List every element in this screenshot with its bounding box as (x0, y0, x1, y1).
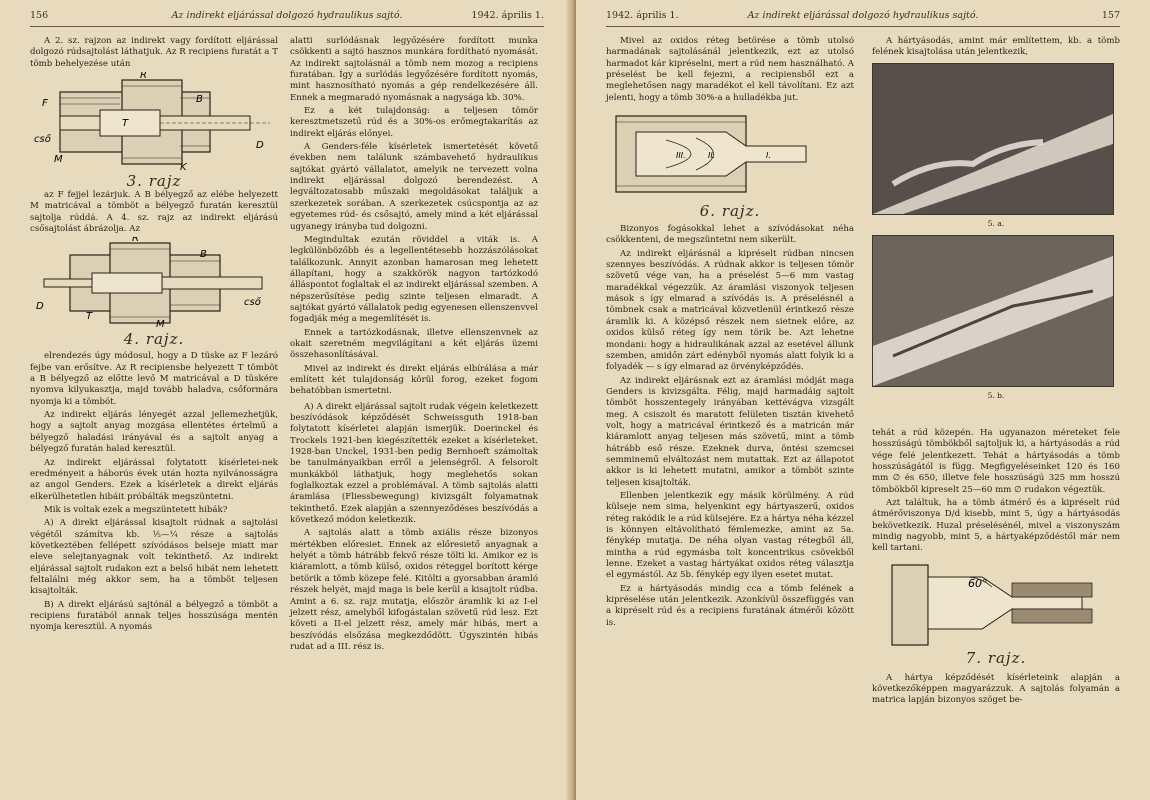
paragraph: Bizonyos fogásokkal lehet a szívódásokat néha csökkenteni, de megszüntetni nem sikerült. (606, 224, 854, 246)
right-date: 1942. április 1. (606, 10, 679, 21)
photo-5b (872, 235, 1114, 387)
right-column-2-lower (872, 428, 1120, 709)
paragraph: Mivel az indirekt és direkt eljárás elbírálása a már említett két tulajdonság körül forog, ezeket fogom behatóbban ismertetni. (290, 363, 538, 397)
figure-7-caption: 7. rajz. (965, 649, 1027, 668)
paragraph: A sajtolás alatt a tömb axiális része bizonyos mértékben előresiet. Ennek az előresiető anyagnak a helyét a tömb hátrább fekvő része tölti ki. Amikor ez is kiáramlott, a tömb külső, oxidos réteggel borított kérge betörik a tömb közepe felé. Kitölti a gyorsabban áramló részek helyét, majd maga is bele kerül a kisajtolt rúdba. Amint a 6. sz. rajz mutatja, először áramlik ki az I-el jelzett rész, amelyből kifogástalan szövetű rúd lesz. Ezt követi a II-el jelzett rész, amely már hibás, mert a beszívódás elsőzása megkezdődött. Úgyszintén hibás rudat ad a III. rész is. (290, 528, 538, 652)
paragraph: B) A direkt eljárású sajtónál a bélyegző a tömböt a recipiens furatából annak teljes hosszúsága mentén nyomja keresztül. A nyomás (30, 599, 278, 633)
right-page (576, 0, 1150, 800)
photo-5a (872, 63, 1114, 215)
paragraph: elrendezés úgy módosul, hogy a D tüske az F lezáró fejbe van erősítve. Az R recipiensbe helyezett T tömböt a B bélyegző az előtte levő M matricával a D tüskére nyomva kilyukasztja, majd tovább haladva, csőformára nyomja ki a tömböt. (30, 351, 278, 407)
right-running-title: Az indirekt eljárással dolgozó hydraulikus sajtó. (747, 10, 979, 21)
fig3-label-K: K (180, 162, 187, 173)
paragraph: Azt találtuk, ha a tömb átmérő és a kipréselt rúd átmérőviszonya D/d kisebb, mint 5, úgy a hártyásodás bekövetkezik. Huzal préselésénél, mivel a viszonyszám mindig nagyobb, mint 5, a hártyaképződéstől már nem kell tartani. (872, 498, 1120, 554)
paragraph: A 2. sz. rajzon az indirekt vagy fordított eljárással dolgozó rúdsajtolást láthatjuk. Az R recipiens furatát a T tömb behelyezése után (30, 36, 278, 69)
left-column-1 (30, 36, 278, 636)
paragraph: A Genders-féle kísérletek ismertetését követő években nem találunk számbavehető hydraulikus sajtókat gyártó vállalatot, amelyik ne tervezett volna indirekt eljárással dolgozó berendezést. A legváltozatosabb műszaki megoldásokat találjuk a szerkezetek sorában. A szerkezetek csúcspontja az az egyetemes rúd- és csősajtó, amely mind a két eljárással ugyanegy irányba tud dolgozni. (290, 142, 538, 232)
fig4-label-D: D (36, 301, 44, 313)
paragraph: Az indirekt eljárással folytatott kísérletei-nek eredményeit a háborús évek után hozta nyilvánosságra az angol Genders. Ezek a kísérletek a direkt eljárás elkerülhetetlen hibáit próbálták megszüntetni. (30, 457, 278, 502)
figure-6-drawing (606, 106, 854, 202)
right-column-2 (872, 36, 1120, 407)
photo-5b-image (873, 236, 1113, 386)
paragraph: Ennek a tartózkodásnak, illetve ellenszenvnek az okait szeretném megvilágítani a két eljárás üzemi összehasonlításával. (290, 327, 538, 361)
fig4-label-R: R (132, 237, 139, 245)
figure-3-caption: 3. rajz (126, 172, 182, 191)
figure-3 (30, 72, 278, 190)
fig3-label-cso: cső (34, 134, 51, 146)
fig3-label-F: F (42, 98, 48, 110)
left-page-number: 156 (30, 10, 49, 21)
left-column-2 (290, 36, 538, 655)
left-date: 1942. április 1. (471, 10, 544, 21)
paragraph: alatti surlódásnak legyőzésére fordított munka csökkenti a sajtó hasznos munkára fordítható nyomását. Az indirekt sajtolásnál a tömb nem mozog a recipiens furatában. Így a surlódás legyőzésére fordított nyomás, mint hasznosítható nyomás a gép rendelkezésére áll. Ennek a megmaradó nyomásnak a nagysága kb. 30%. (290, 36, 538, 103)
figure-7-drawing (872, 557, 1120, 649)
photo-5a-caption: 5. a. (987, 218, 1005, 228)
paragraph: A hártyásodás, amint már említettem, kb. a tömb felének kisajtolása után jelentkezik, (872, 36, 1120, 58)
fig3-label-T: T (122, 118, 129, 130)
left-page (0, 0, 574, 800)
paragraph: Az indirekt eljárás lényegét azzal jellemezhetjük, hogy a sajtolt anyag mozgása ellentétes értelmű a bélyegző haladási irányával és a sajtolt anyag a bélyegző furatán halad keresztül. (30, 410, 278, 455)
left-running-title: Az indirekt eljárással dolgozó hydraulikus sajtó. (171, 10, 403, 21)
fig6-label-II: II. (708, 151, 716, 161)
paragraph: Megindultak ezután röviddel a viták is. A legkülönbözőbb és a legellentétesebb hozzászólásokat találkozunk. Annyit azonban hamarosan meg lehetett állapítani, hogy a szakkörök nagyon tartózkodó álláspontot foglaltak el az indirekt eljárással szemben. A népszerűsítése pedig szinte teljesen elmaradt. A sajtókat gyártó vállalatok pedig egyenesen ellenszenvvel fogadják még a megemlítését is. (290, 234, 538, 325)
fig6-label-III: III. (676, 151, 686, 161)
paragraph: Ez a hártyásodás mindig cca a tömb felének a kipréselése után jelentkezik. Azonkívül összefüggés van a kipréselt rúd és a recipiens furatának átmérői között is. (606, 583, 854, 628)
paragraph: az F fejjel lezárjuk. A B bélyegző az elébe helyezett M matricával a tömböt a bélyegző furatán keresztül sajtolja rúddá. A 4. sz. rajz az indirekt eljárású csősajtolást ábrázolja. Az (30, 190, 278, 235)
fig3-label-R: R (140, 72, 147, 82)
right-column-1 (606, 36, 854, 631)
fig4-label-T: T (86, 311, 93, 323)
paragraph: Mivel az oxidos réteg betörése a tömb utolsó harmadának sajtolásánál jelentkezik, ezt az utolsó harmadot kár kipréselni, mert a rúd nem használható. A préselést be kell fejezni, a recipiensből ezt a meglehetősen nagy maradékot el kell távolítani. Ez azt jelenti, hogy a tömb 30%-a a hulladékba jut. (606, 36, 854, 103)
fig4-label-cso: cső (244, 297, 261, 309)
paragraph: Mik is voltak ezek a megszüntetett hibák? (44, 504, 228, 515)
paragraph: A) A direkt eljárással kisajtolt rúdnak a sajtolási végétől számítva kb. ⅕—¼ része a sajtolás következtében fellépett szívódásos belseje miatt mar eleve selejtanyagnak volt tekinthető. Az indirekt eljárással sajtolt rudakon ezt a belső hibát nem lehetett feltalálni még akkor sem, ha a tömböt teljesen kisajtolták. (30, 518, 278, 597)
fig3-label-M: M (54, 154, 63, 166)
figure-6-caption: 6. rajz. (699, 202, 761, 221)
fig6-label-I: I. (766, 151, 771, 161)
paragraph: Ellenben jelentkezik egy másik körülmény. A rúd külseje nem sima, helyenkint egy hártyaszerű, oxidos réteg rakódik le a rúd külsejére. Ez a hártya néha kézzel is könnyen eltávolítható fémlemezke, amint az 5a. fénykép mutatja. De néha olyan vastag rétegből áll, mintha a rúd egymásba tolt koncentrikus csövekből lenne. Ezeket a vastag hártyákat oxidos réteg választja el egymástól. Az 5b. fénykép egy ilyen esetet mutat. (606, 490, 854, 581)
fig4-label-B: B (200, 249, 207, 261)
left-running-head (30, 10, 544, 27)
paragraph: A hártya képződését kísérleteink alapján a következőképpen magyarázzuk. A sajtolás folyamán a matrica lapján bizonyos szöget be- (872, 672, 1120, 706)
figure-4-drawing (30, 237, 278, 329)
right-running-head (606, 10, 1120, 27)
paragraph: Az indirekt eljárásnál a kipréselt rúdban nincsen szennyes beszívódás. A rúdnak akkor is teljesen tömör szövetű vége van, ha a préselést 5—6 mm vastag maradékkal végezzük. Az áramlási viszonyok teljesen mások s így elmarad a szívódás is. A préselésnél a tömbnek csak a matricával közvetlenül érintkező része áramlik ki. A középső részek nem sietnek előre, az oxidos külső réteg így nem törik be. Azt lehetne mondani: hogy a hidraulikának azzal az esetével állunk szemben, amidőn zárt edényből nyomás alatt folyik ki a folyadék — s így elmarad az örvényképződés. (606, 248, 854, 373)
figure-4 (30, 237, 278, 351)
paragraph: tehát a rúd közepén. Ha ugyanazon méreteket fele hosszúságú tömbökből sajtoljuk ki, a hártyásodás a rúd vége felé jelentkezett. Tehát a hártyásodás a tömb hosszúságától is függ. Megfigyeléseinket 120 és 160 mm ∅ és 650, illetve fele hosszúságú 325 mm hosszú tömbökből kipreselt 25—60 mm ∅ rudakon végeztük. (872, 428, 1120, 495)
fig3-label-D: D (256, 140, 264, 152)
figure-4-caption: 4. rajz. (123, 329, 185, 348)
figure-7 (872, 557, 1120, 673)
photo-5b-caption: 5. b. (987, 391, 1005, 401)
fig7-angle: 60° (968, 576, 988, 590)
paragraph: Ez a két tulajdonság: a teljesen tömör keresztmetszetű rúd és a 30%-os erőmegtakarítás az indirekt eljárás előnyei. (290, 106, 538, 139)
figure-6 (606, 106, 854, 224)
photo-5a-image (873, 64, 1113, 214)
fig3-label-B: B (196, 94, 203, 106)
paragraph: A) A direkt eljárással sajtolt rudak végein keletkezett beszívódások képződését Schweissguth 1918-ban folytatott kísérletei alapján ismerjük. Doerinckel és Trockels 1921-ben kiegészítették ezeket a kísérleteket. 1928-ban Unckel, 1931-ben pedig Bernhoeft számoltak be tanulmányaikban erről a jelenségről. A felsorolt munkákból láthatjuk, hogy meglehetős sokan foglalkoztak ezzel a problémával. A tömb sajtolás alatti áramlása (Fliessbewegung) kivizsgált folyamatnak tekinthető. Ezek alapján a szennyeződéses beszívódás a következő módon keletkezik. (290, 401, 538, 526)
right-page-number: 157 (1101, 10, 1120, 21)
figure-3-drawing (30, 72, 278, 172)
paragraph: Az indirekt eljárásnak ezt az áramlási módját maga Genders is kivizsgálta. Félig, majd harmadáig sajtolt tömböt hosszentegely irányában kettévágva vizsgált meg. A csiszolt és maratott felületen tisztán kivehető volt, hogy a matricával érintkező és a matricán már kiáramlott anyag teljesen más szövetű, mint a tömb hátrább eső része. Ezeknek durva, öntési szemcsei semminemű elváltozást nem mutattak. Ezt az állapotot akkor is ki lehetett mutatni, amikor a tömböt szinte teljesen kisajtolták. (606, 375, 854, 488)
fig4-label-M: M (156, 319, 165, 330)
